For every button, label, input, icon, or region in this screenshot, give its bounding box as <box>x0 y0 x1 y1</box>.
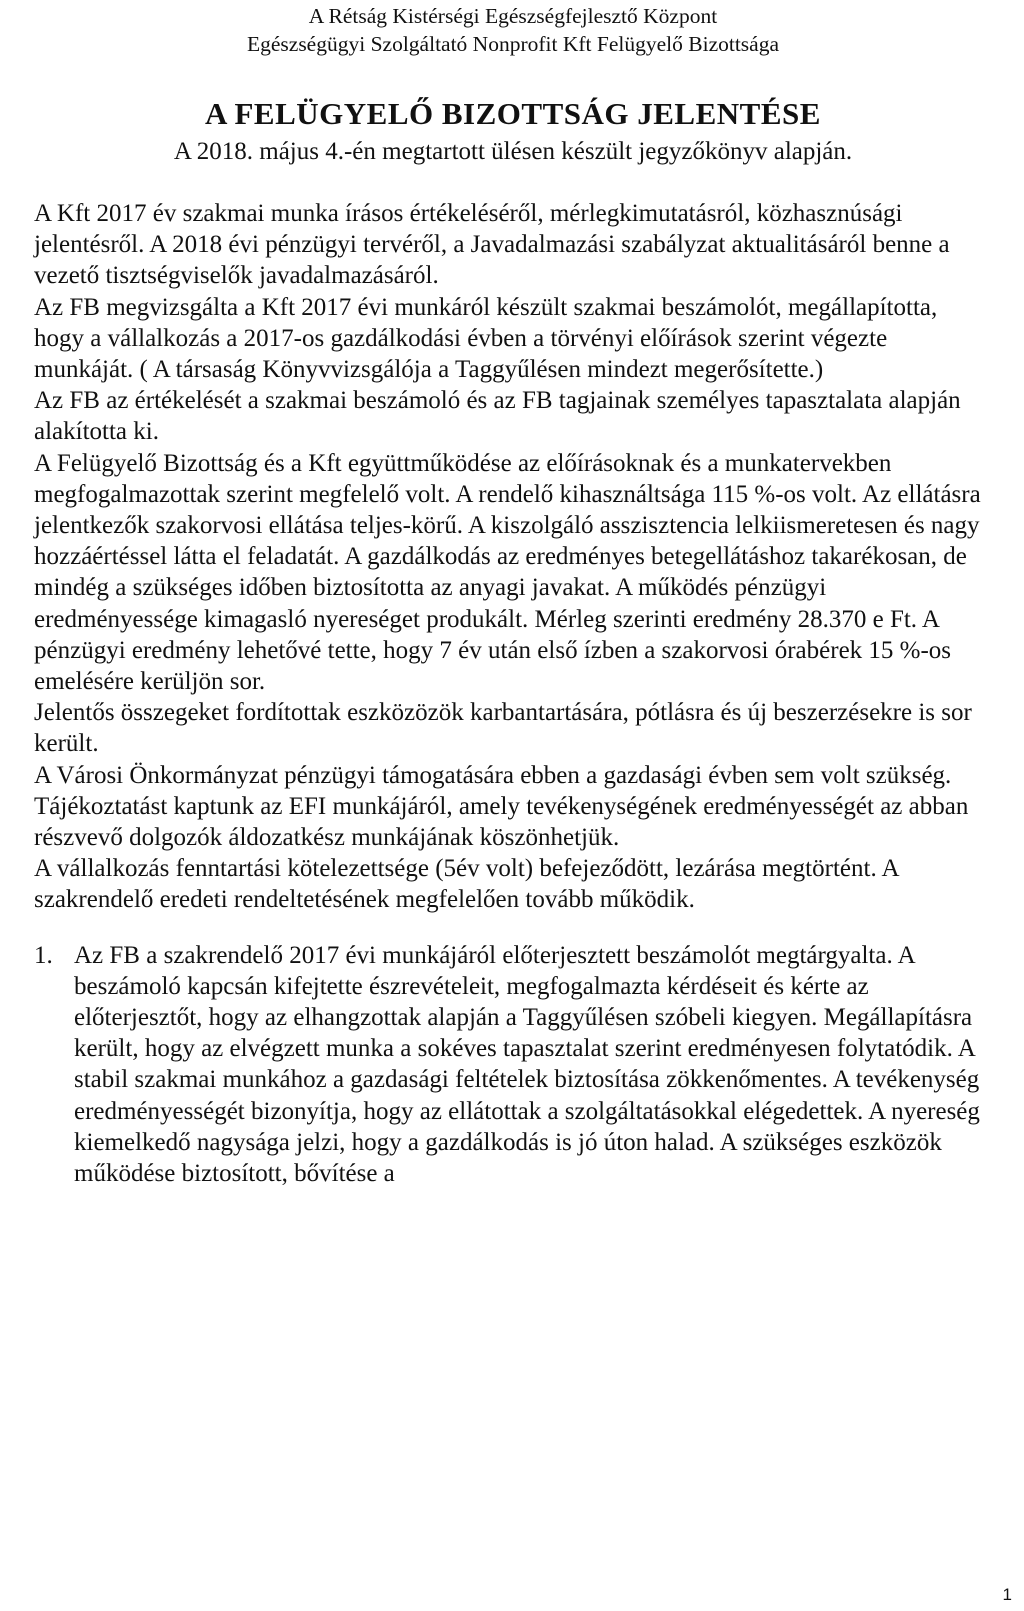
paragraph-evaluation-basis: Az FB az értékelését a szakmai beszámoló és az FB tagjainak személyes tapasztalata alapján alakította ki. <box>34 387 961 446</box>
numbered-list <box>34 940 992 1190</box>
page-number: 1 <box>1002 1585 1012 1604</box>
paragraph-review: Az FB megvizsgálta a Kft 2017 évi munkáról készült szakmai beszámolót, megállapította, hogy a vállalkozás a 2017-os gazdálkodási évben a törvényi előírások szerint végezte munkáját. ( A társaság Könyvvizsgálója a Taggyűlésen mindezt megerősítette.) <box>34 293 938 384</box>
report-subtitle: A 2018. május 4.-én megtartott ülésen készült jegyzőkönyv alapján. <box>173 138 853 165</box>
board-name: Egészségügyi Szolgáltató Nonprofit Kft Felügyelő Bizottsága <box>246 32 780 56</box>
paragraph-agenda: A Kft 2017 év szakmai munka írásos értékeléséről, mérlegkimutatásról, közhasznúsági jelentésről. A 2018 évi pénzügyi tervéről, a Javadalmazási szabályzat aktualitásáról benne a vezető tisztségviselők javadalmazásáról. <box>34 200 950 290</box>
list-item <box>34 940 992 1190</box>
list-item-number: 1. <box>34 941 53 969</box>
paragraph-maintenance: A vállalkozás fenntartási kötelezettsége (5év volt) befejeződött, lezárása megtörtént. A szakrendelő eredeti rendeltetésének megfelelően tovább működik. <box>34 855 899 914</box>
report-body <box>34 198 992 916</box>
paragraph-cooperation: A Felügyelő Bizottság és a Kft együttműködése az előírásoknak és a munkatervekben megfogalmazottak szerint megfelelő volt. A rendelő kihasználtsága 115 %-os volt. Az ellátásra jelentkezők szakorvosi ellátása teljes-körű. A kiszolgáló asszisztencia lelkiismeretesen és nagy hozzáértéssel látta el feladatát. A gazdálkodás az eredményes betegellátáshoz takarékosan, de mindég a szükséges időben biztosította az anyagi javakat. A működés pénzügyi eredményessége kimagasló nyereséget produkált. Mérleg szerinti eredmény 28.370 e Ft. A pénzügyi eredmény lehetővé tette, hogy 7 év után első ízben a szakorvosi órabérek 15 %-os emelésére kerüljön sor. <box>34 449 981 696</box>
paragraph-municipal-support: A Városi Önkormányzat pénzügyi támogatására ebben a gazdasági évben sem volt szükség. <box>34 761 952 789</box>
list-item-text: Az FB a szakrendelő 2017 évi munkájáról előterjesztett beszámolót megtárgyalta. A beszámoló kapcsán kifejtette észrevételeit, megfogalmazta kérdéseit és kérte az előterjesztőt, hogy az elhangzottak alapján a Taggyűlésen szóbeli kiegyen. Megállapításra került, hogy az elvégzett munka a sokéves tapasztalat szerint eredményesen folytatódik. A stabil szakmai munkához a gazdasági feltételek biztosítása zökkenőmentes. A tevékenység eredményességét bizonyítja, hogy az ellátottak a szolgáltatásokkal elégedettek. A nyereség kiemelkedő nagysága jelzi, hogy a gazdálkodás is jó úton halad. A szükséges eszközök működése biztosított, bővítése a <box>74 941 980 1188</box>
paragraph-assets: Jelentős összegeket fordítottak eszközözök karbantartására, pótlásra és új beszerzésekre is sor került. <box>34 699 972 758</box>
organization-header <box>34 2 992 58</box>
report-title: A FELÜGYELŐ BIZOTTSÁG JELENTÉSE <box>205 96 821 131</box>
organization-name: A Rétság Kistérségi Egészségfejlesztő Központ <box>308 4 718 28</box>
paragraph-efi: Tájékoztatást kaptunk az EFI munkájáról, amely tevékenységének eredményességét az abban részvevő dolgozók áldozatkész munkájának köszönhetjük. <box>34 792 969 852</box>
